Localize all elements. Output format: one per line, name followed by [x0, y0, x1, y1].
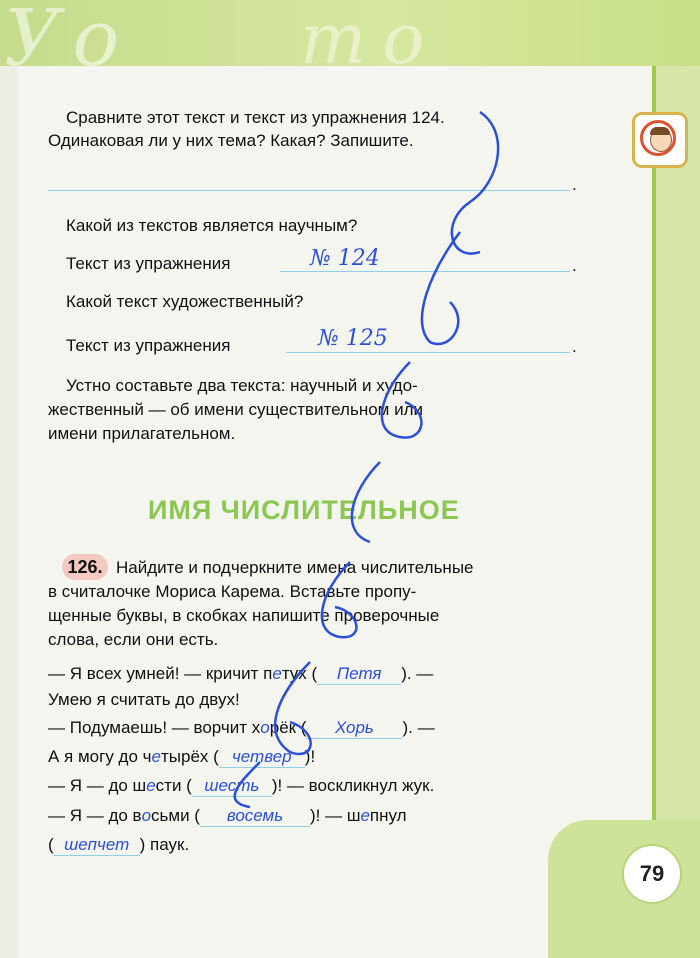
filled-letter: е — [272, 664, 282, 683]
filled-letter: о — [141, 806, 152, 825]
poem-line: Умею я считать до двух! — [48, 690, 240, 709]
decorative-letters: то — [300, 0, 441, 80]
filled-letter: о — [260, 718, 270, 737]
check-word-blank[interactable]: восемь — [200, 806, 310, 827]
section-title: ИМЯ ЧИСЛИТЕЛЬНОЕ — [148, 495, 460, 525]
task-text: Устно составьте два текста: научный и худо- — [66, 376, 418, 395]
answer-line[interactable] — [286, 352, 570, 353]
oral-task-icon — [632, 112, 688, 168]
poem-line: — Подумаешь! — ворчит хорёк ( Хорь ). — — [48, 718, 435, 737]
task-text: имени прилагательном. — [48, 424, 236, 443]
poem-line: — Я всех умней! — кричит петух ( Петя ). — — [48, 664, 434, 683]
check-word-blank[interactable]: Хорь — [306, 718, 402, 739]
task-text: жественный — об имени существительном или — [48, 400, 423, 419]
poem-line: А я могу до четырёх ( четвер )! — [48, 747, 316, 766]
left-margin — [0, 0, 18, 958]
check-word-blank[interactable]: шепчет — [54, 835, 140, 856]
answer-label: Текст из упражнения — [66, 254, 231, 273]
poem-line: ( шепчет ) паук. — [48, 835, 190, 854]
period: . — [572, 256, 577, 275]
filled-letter: е — [146, 776, 156, 795]
question-text: Сравните этот текст и текст из упражнения 124. — [66, 108, 445, 127]
check-word-blank[interactable]: четвер — [219, 747, 305, 768]
check-word-blank[interactable]: шесть — [192, 776, 272, 797]
answer-label: Текст из упражнения — [66, 336, 231, 355]
exercise-text: в считалочке Мориса Карема. Вставьте пропу- — [48, 582, 417, 601]
filled-letter: е — [360, 806, 370, 825]
question-text: Какой из текстов является научным? — [66, 216, 358, 235]
answer-line[interactable] — [280, 271, 570, 272]
handwritten-answer: № 124 — [310, 246, 380, 271]
top-decorative-band — [0, 0, 700, 84]
exercise-number: 126. — [62, 554, 108, 580]
decorative-letters: Уо — [4, 0, 132, 84]
question-text: Какой текст художественный? — [66, 292, 304, 311]
poem-line: — Я — до восьми ( восемь )! — шепнул — [48, 806, 407, 825]
exercise-text: щенные буквы, в скобках напишите проверочные — [48, 606, 440, 625]
exercise-text: Найдите и подчеркните имена числительные — [116, 558, 474, 577]
period: . — [572, 175, 577, 194]
answer-line[interactable] — [48, 190, 570, 191]
question-text: Одинаковая ли у них тема? Какая? Запишите. — [48, 131, 414, 150]
filled-letter: е — [151, 747, 161, 766]
period: . — [572, 337, 577, 356]
handwritten-answer: № 125 — [318, 326, 388, 351]
poem-line: — Я — до шести ( шесть )! — воскликнул жук. — [48, 776, 435, 795]
check-word-blank[interactable]: Петя — [317, 664, 401, 685]
page-number: 79 — [622, 844, 682, 904]
exercise-text: слова, если они есть. — [48, 630, 219, 649]
